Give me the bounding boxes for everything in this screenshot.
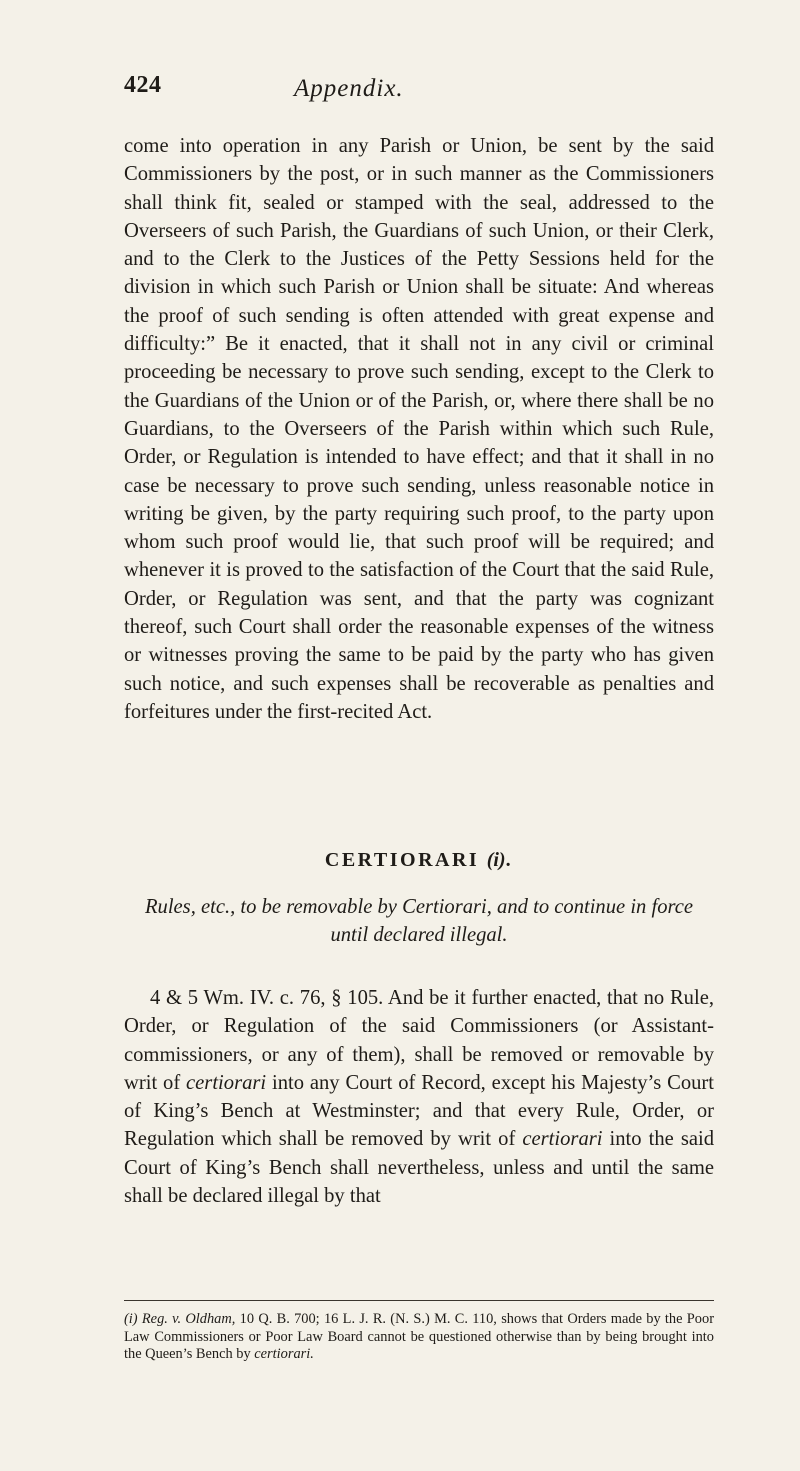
running-head — [124, 72, 714, 110]
footnote-case-name: Reg. v. Oldham, — [141, 1311, 236, 1327]
footnote-divider — [124, 1300, 714, 1301]
section-subtitle: Rules, etc., to be removable by Certiorari, and to continue in force until declared illegal. — [144, 896, 694, 946]
certiorari-term-2: certiorari — [522, 1128, 603, 1151]
statute-text-1: And be it further enacted, that no Rule, Order, or Regulation of the said Commissioners (or Assistant-commissioners, or any of them), shall be removed or removable by writ of — [124, 987, 714, 1094]
running-title: Appendix. — [294, 75, 404, 102]
body-paragraph: come into operation in any Parish or Union, be sent by the said Commissioners by the post, or in such manner as the Commissioners shall think fit, sealed or stamped with the seal, addressed to the Overseers of such Parish, the Guardians of such Union, or their Clerk, and to the Clerk to the Justices of the Petty Sessions held for the division in which such Parish or Union shall be situate: And whereas the proof of such sending is often attended with great expense and difficulty:” Be it enacted, that it shall not in any civil or criminal proceeding be necessary to prove such sending, except to the Clerk to the Guardians of the Union or of the Parish, or, where there shall be no Guardians, to the Overseers of the Parish within which such Rule, Order, or Regulation is intended to have effect; and that it shall in no case be necessary to prove such sending, unless reasonable notice in writing be given, by the party requiring such proof, to the party upon whom such proof would lie, that such proof will be required; and whenever it is proved to the satisfaction of the Court that the said Rule, Order, or Regulation was sent, and that the party was cognizant thereof, such Court shall order the reasonable expenses of the witness or witnesses proving the same to be paid by the party who has given such notice, and such expenses shall be recoverable as penalties and forfeitures under the first-recited Act. — [124, 135, 714, 723]
footnote-tail: certiorari. — [254, 1346, 314, 1362]
footnote-text: 10 Q. B. 700; 16 L. J. R. (N. S.) M. C. 110, shows that Orders made by the Poor Law Commissioners or Poor Law Board cannot be questioned otherwise than by being brought into the Queen’s Bench by — [124, 1311, 714, 1362]
statute-paragraph — [124, 984, 714, 1210]
page-number: 424 — [124, 72, 162, 98]
statute-citation: 4 & 5 Wm. IV. c. 76, § 105. — [150, 987, 384, 1009]
footnote — [124, 1311, 714, 1364]
footnote-mark: (i) — [124, 1311, 138, 1327]
statute-text-2: into any Court of Record, except his Majesty’s Court of King’s Bench at Westminster; and that every Rule, Order, or Regulation which shall be removed by writ of — [124, 1071, 714, 1151]
statute-text-3: into the said Court of King’s Bench shall nevertheless, unless and until the same shall be declared illegal by that — [124, 1128, 714, 1208]
section-heading-text: CERTIORARI — [324, 849, 480, 871]
certiorari-term-1: certiorari — [186, 1071, 267, 1094]
footnote-reference: (i) — [486, 849, 506, 871]
section-heading: CERTIORARI (i). — [324, 849, 514, 871]
